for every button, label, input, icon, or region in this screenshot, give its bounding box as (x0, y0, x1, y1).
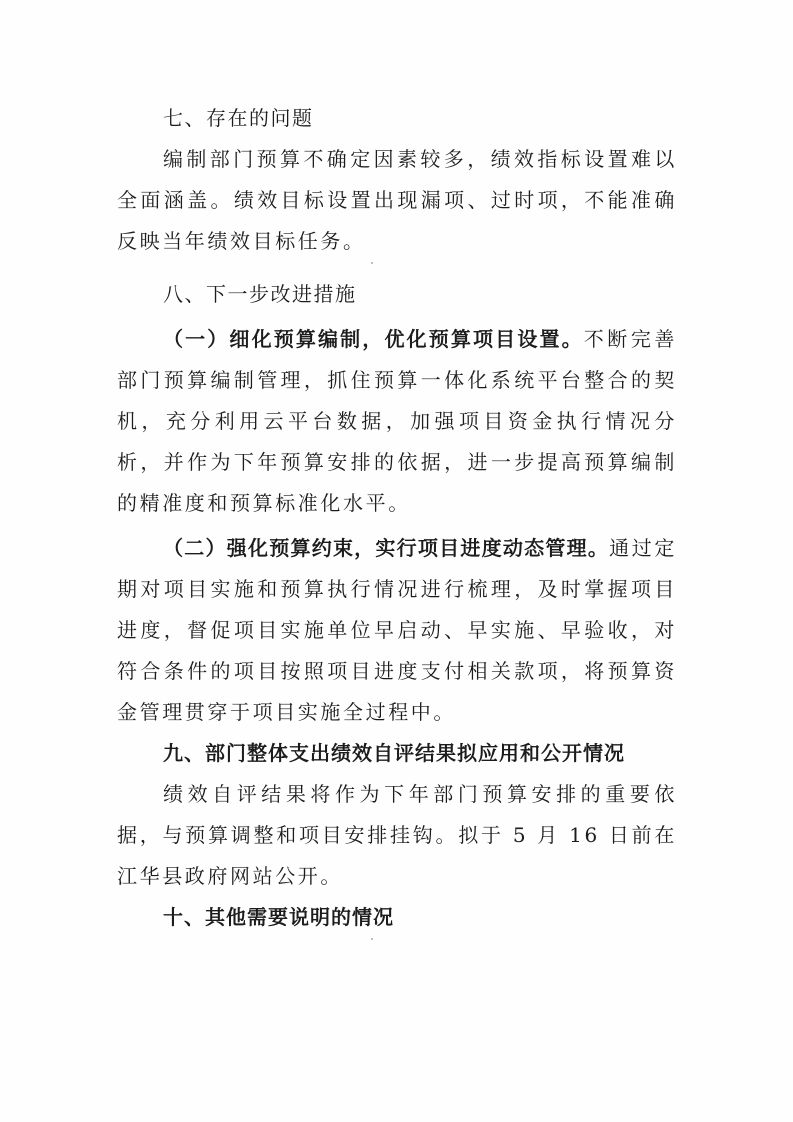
section-9-heading: 九、部门整体支出绩效自评结果拟应用和公开情况 (163, 741, 625, 765)
section-8-item-1-lead: （一）细化预算编制，优化预算项目设置。 (163, 327, 584, 351)
section-8-item-1 (117, 319, 677, 524)
section-9-body: 绩效自评结果将作为下年部门预算安排的重要依据，与预算调整和项目安排挂钩。拟于 5 月 16 日前在江华县政府网站公开。 (117, 782, 677, 888)
scan-speck (371, 938, 373, 940)
section-7-heading: 七、存在的问题 (163, 106, 314, 130)
section-8-item-1-body: 不断完善部门预算编制管理，抓住预算一体化系统平台整合的契机，充分利用云平台数据，加强项目资金执行情况分析，并作为下年预算安排的依据，进一步提高预算编制的精准度和预算标准化水平。 (117, 327, 677, 515)
section-8-heading: 八、下一步改进措施 (163, 282, 357, 306)
scan-speck (371, 262, 373, 264)
section-8-item-2-lead: （二）强化预算约束，实行项目进度动态管理。 (163, 536, 610, 560)
section-10-heading: 十、其他需要说明的情况 (163, 905, 394, 929)
document-content (117, 98, 677, 938)
section-8-item-2 (117, 528, 677, 733)
section-7-body: 编制部门预算不确定因素较多，绩效指标设置难以全面涵盖。绩效目标设置出现漏项、过时项，不能准确反映当年绩效目标任务。 (117, 147, 677, 253)
section-8-item-2-body: 通过定期对项目实施和预算执行情况进行梳理，及时掌握项目进度，督促项目实施单位早启动、早实施、早验收，对符合条件的项目按照项目进度支付相关款项，将预算资金管理贯穿于项目实施全过程中。 (117, 536, 677, 724)
